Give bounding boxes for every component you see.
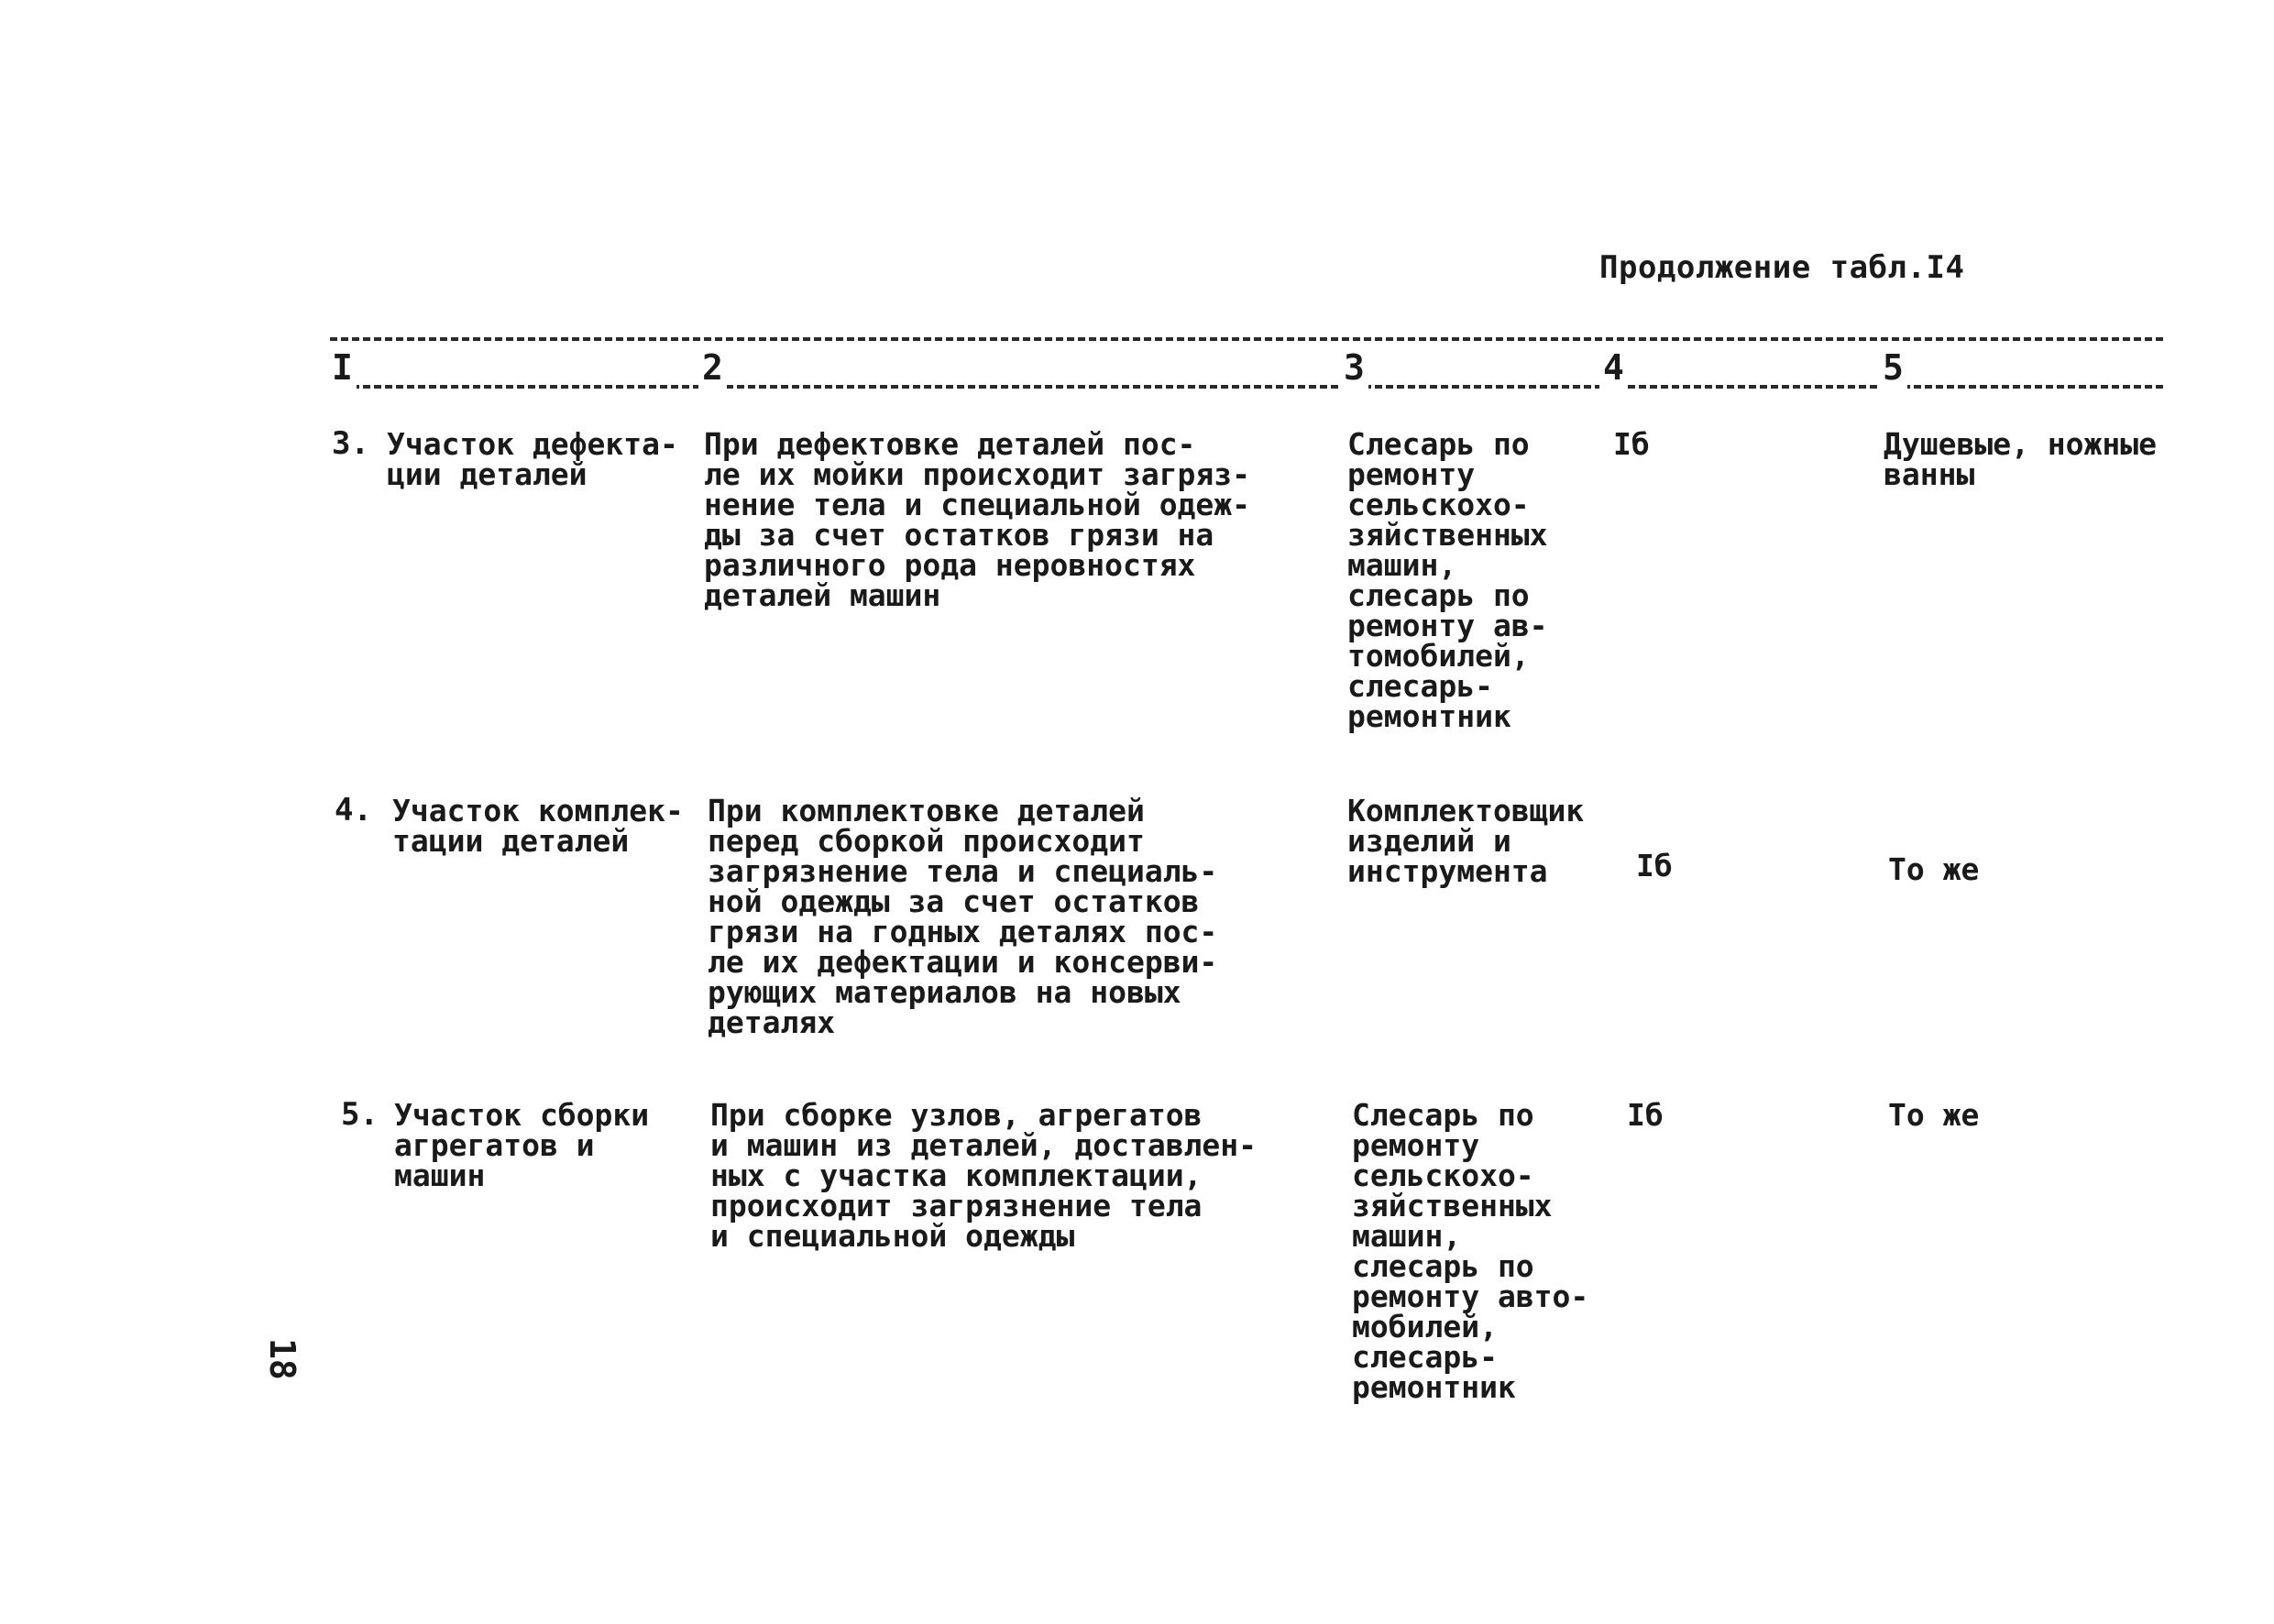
row-section-name: Участок сборки агрегатов и машин	[394, 1097, 650, 1193]
row-group: Iб	[1627, 1097, 1664, 1133]
row-section-name: Участок дефекта- ции деталей	[387, 426, 678, 492]
table-continuation-caption: Продолжение табл.I4	[1599, 249, 1965, 286]
row-section-name: Участок комплек- тации деталей	[392, 793, 684, 859]
column-number-4: 4	[1599, 346, 1628, 389]
column-number-3: 3	[1340, 346, 1368, 389]
row-description: При сборке узлов, агрегатов и машин из деталей, доставлен- ных с участка комплектации, происходит загрязнение тела и специальной одежды	[710, 1097, 1258, 1254]
column-number-1: I	[328, 346, 357, 389]
column-number-2: 2	[698, 346, 727, 389]
page-number: 18	[262, 1338, 302, 1380]
row-description: При комплектовке деталей перед сборкой происходит загрязнение тела и специаль- ной одежды за счет остатков грязи на годных деталях пос- ле их дефектации и консерви- рующих материалов на новых деталях	[708, 793, 1218, 1040]
column-number-5: 5	[1879, 346, 1907, 389]
row-professions: Слесарь по ремонту сельскохо- зяйственных машин, слесарь по ремонту авто- мобилей, слесарь- ремонтник	[1352, 1097, 1589, 1405]
row-description: При дефектовке деталей пос- ле их мойки происходит загряз- нение тела и специальной одеж- ды за счет остатков грязи на различного рода неровностях деталей машин	[704, 426, 1251, 613]
row-facilities: То же	[1888, 1097, 1980, 1133]
row-number: 4.	[335, 792, 372, 828]
row-number: 5.	[341, 1096, 379, 1133]
row-professions: Слесарь по ремонту сельскохо- зяйственных машин, слесарь по ремонту ав- томобилей, слесарь- ремонтник	[1347, 426, 1548, 734]
row-number: 3.	[332, 425, 369, 462]
header-top-rule	[330, 337, 2163, 341]
row-facilities: Душевые, ножные ванны	[1884, 426, 2158, 492]
row-group: Iб	[1613, 426, 1650, 462]
row-group: Iб	[1636, 848, 1673, 883]
row-facilities: То же	[1888, 851, 1980, 887]
row-professions: Комплектовщик изделий и инструмента	[1347, 793, 1585, 889]
